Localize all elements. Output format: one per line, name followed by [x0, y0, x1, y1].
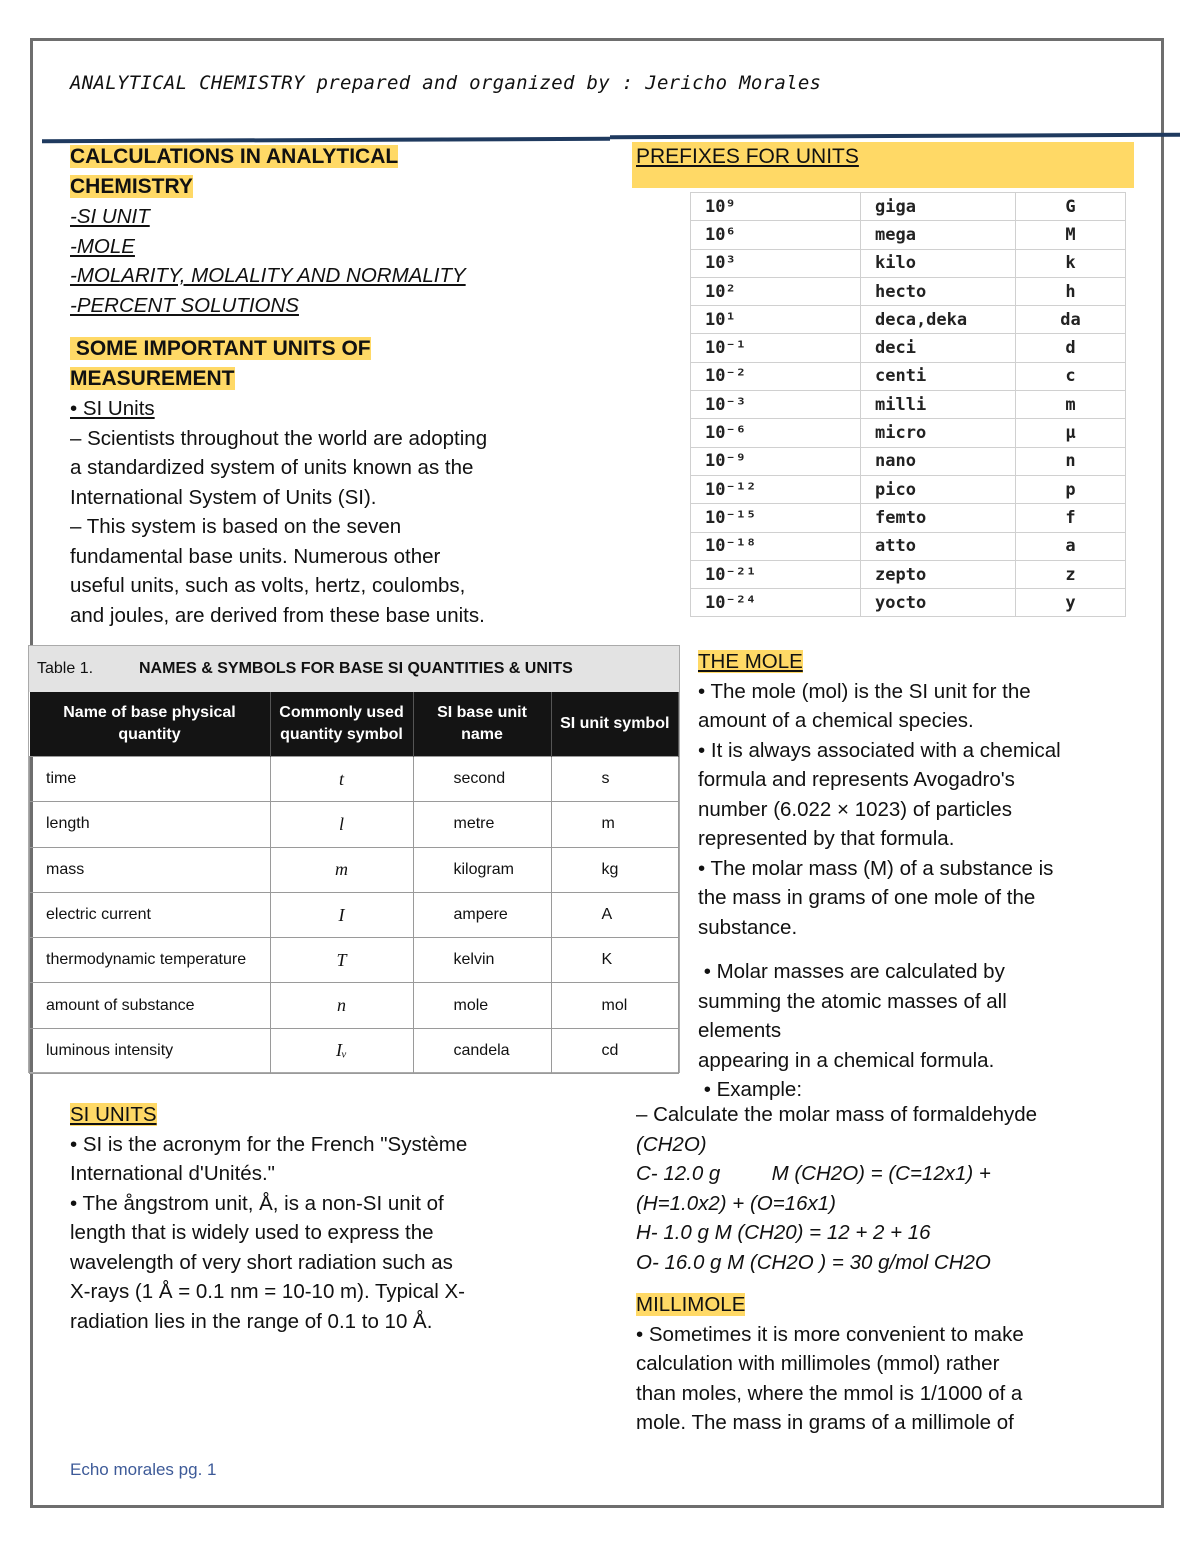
si-quantity-name: amount of substance	[30, 983, 271, 1028]
mole-line: formula and represents Avogadro's	[698, 768, 1015, 791]
col-header: SI base unit name	[413, 692, 551, 757]
mole-line: • Molar masses are calculated by	[698, 960, 1005, 983]
prefix-row	[691, 419, 1126, 447]
col-header: Commonly used quantity symbol	[270, 692, 413, 757]
prefix-power: 10³	[691, 249, 861, 277]
prefix-power: 10⁹	[691, 193, 861, 221]
prefix-power: 10⁻¹²	[691, 475, 861, 503]
si-base-table-box	[28, 645, 680, 1073]
millimole-line: • Sometimes it is more convenient to make	[636, 1322, 1024, 1346]
si-unit-name: candela	[413, 1028, 551, 1073]
para-line: International System of Units (SI).	[70, 485, 377, 509]
left-top-column	[70, 142, 590, 630]
si-unit-name: ampere	[413, 892, 551, 937]
si-unit-name: kelvin	[413, 938, 551, 983]
mole-line: summing the atomic masses of all	[698, 989, 1007, 1013]
si-line: • The ångstrom unit, Å, is a non-SI unit of	[70, 1191, 444, 1215]
si-quantity-name: time	[30, 757, 271, 802]
prefix-name: femto	[861, 504, 1016, 532]
topic-link-si-unit[interactable]: -SI UNIT	[70, 205, 150, 228]
si-quantity-symbol: T	[270, 938, 413, 983]
prefix-power: 10⁻¹	[691, 334, 861, 362]
prefix-symbol: G	[1016, 193, 1126, 221]
page-footer: Echo morales pg. 1	[70, 1460, 217, 1479]
prefix-row	[691, 277, 1126, 305]
si-unit-name: kilogram	[413, 847, 551, 892]
prefix-power: 10⁻¹⁵	[691, 504, 861, 532]
si-quantity-symbol: t	[270, 757, 413, 802]
si-unit-name: metre	[413, 802, 551, 847]
example-line: – Calculate the molar mass of formaldehyde	[636, 1103, 1038, 1126]
prefix-symbol: n	[1016, 447, 1126, 475]
units-heading-2: MEASUREMENT	[70, 367, 235, 390]
si-unit-symbol: m	[551, 802, 679, 847]
si-row	[30, 892, 679, 937]
prefix-row	[691, 334, 1126, 362]
si-line: radiation lies in the range of 0.1 to 10 Å.	[70, 1309, 433, 1333]
prefix-symbol: μ	[1016, 419, 1126, 447]
prefix-symbol: h	[1016, 277, 1126, 305]
mole-line: • Example:	[698, 1078, 803, 1101]
si-units-section	[70, 1100, 610, 1336]
prefix-power: 10¹	[691, 306, 861, 334]
si-unit-symbol: kg	[551, 847, 679, 892]
units-heading-1: SOME IMPORTANT UNITS OF	[70, 337, 371, 360]
prefix-name: atto	[861, 532, 1016, 560]
example-line: C- 12.0 g M (CH2O) = (C=12x1) +	[636, 1162, 991, 1185]
prefix-symbol: p	[1016, 475, 1126, 503]
si-unit-symbol: A	[551, 892, 679, 937]
si-unit-symbol: K	[551, 938, 679, 983]
si-quantity-name: length	[30, 802, 271, 847]
prefix-name: milli	[861, 391, 1016, 419]
para-line: useful units, such as volts, hertz, coulombs,	[70, 574, 466, 597]
example-line: O- 16.0 g M (CH2O ) = 30 g/mol CH2O	[636, 1250, 991, 1274]
si-line: X-rays (1 Å = 0.1 nm = 10-10 m). Typical X-	[70, 1280, 465, 1303]
mole-line: • The molar mass (M) of a substance is	[698, 856, 1054, 880]
prefix-name: centi	[861, 362, 1016, 390]
si-row	[30, 983, 679, 1028]
prefixes-heading: PREFIXES FOR UNITS	[636, 145, 859, 168]
table-title: NAMES & SYMBOLS FOR BASE SI QUANTITIES & UNITS	[139, 660, 573, 677]
prefix-power: 10⁻⁹	[691, 447, 861, 475]
prefix-row	[691, 589, 1126, 617]
prefix-row	[691, 193, 1126, 221]
prefix-symbol: k	[1016, 249, 1126, 277]
prefix-row	[691, 560, 1126, 588]
si-unit-name: second	[413, 757, 551, 802]
prefix-row	[691, 475, 1126, 503]
prefix-power: 10⁶	[691, 221, 861, 249]
mole-line: represented by that formula.	[698, 827, 955, 850]
calc-heading-1: CALCULATIONS IN ANALYTICAL	[70, 145, 399, 168]
calc-heading-2: CHEMISTRY	[70, 175, 193, 198]
si-units-bullet: • SI Units	[70, 397, 155, 420]
si-quantity-name: thermodynamic temperature	[30, 938, 271, 983]
si-row	[30, 757, 679, 802]
si-line: International d'Unités."	[70, 1162, 275, 1185]
para-line: a standardized system of units known as the	[70, 456, 474, 479]
example-line: (H=1.0x2) + (O=16x1)	[636, 1191, 836, 1215]
example-line: H- 1.0 g M (CH20) = 12 + 2 + 16	[636, 1221, 931, 1244]
si-quantity-symbol: l	[270, 802, 413, 847]
prefix-symbol: M	[1016, 221, 1126, 249]
col-header: Name of base physical quantity	[30, 692, 271, 757]
prefix-symbol: d	[1016, 334, 1126, 362]
prefix-name: deci	[861, 334, 1016, 362]
si-unit-symbol: s	[551, 757, 679, 802]
si-unit-symbol: cd	[551, 1028, 679, 1073]
prefix-symbol: z	[1016, 560, 1126, 588]
si-quantity-symbol: Iᵥ	[270, 1028, 413, 1073]
prefix-power: 10⁻¹⁸	[691, 532, 861, 560]
prefix-table	[690, 192, 1126, 617]
prefix-row	[691, 391, 1126, 419]
page-header: ANALYTICAL CHEMISTRY prepared and organized by : Jericho Morales	[70, 72, 822, 94]
millimole-line: than moles, where the mmol is 1/1000 of a	[636, 1381, 1023, 1405]
millimole-line: mole. The mass in grams of a millimole of	[636, 1411, 1014, 1434]
example-section	[636, 1100, 1156, 1277]
topic-link-mole[interactable]: -MOLE	[70, 234, 135, 258]
mole-line: • The mole (mol) is the SI unit for the	[698, 679, 1031, 703]
si-unit-name: mole	[413, 983, 551, 1028]
prefix-row	[691, 504, 1126, 532]
si-table-caption	[29, 646, 679, 692]
prefix-name: yocto	[861, 589, 1016, 617]
prefix-row	[691, 532, 1126, 560]
prefix-name: nano	[861, 447, 1016, 475]
si-quantity-symbol: I	[270, 892, 413, 937]
si-units-heading: SI UNITS	[70, 1103, 157, 1126]
si-unit-symbol: mol	[551, 983, 679, 1028]
prefix-symbol: c	[1016, 362, 1126, 390]
prefix-name: zepto	[861, 560, 1016, 588]
si-line: • SI is the acronym for the French "Système	[70, 1132, 468, 1156]
si-row	[30, 938, 679, 983]
para-line: fundamental base units. Numerous other	[70, 544, 441, 568]
mole-line: appearing in a chemical formula.	[698, 1048, 995, 1072]
prefix-power: 10²	[691, 277, 861, 305]
si-base-table	[29, 692, 679, 1074]
prefix-name: mega	[861, 221, 1016, 249]
si-quantity-name: mass	[30, 847, 271, 892]
si-row	[30, 847, 679, 892]
topic-link-molarity[interactable]: -MOLARITY, MOLALITY AND NORMALITY	[70, 264, 466, 287]
prefix-row	[691, 221, 1126, 249]
prefix-row	[691, 249, 1126, 277]
prefix-power: 10⁻⁶	[691, 419, 861, 447]
prefix-row	[691, 306, 1126, 334]
topic-link-percent[interactable]: -PERCENT SOLUTIONS	[70, 293, 299, 317]
prefix-name: giga	[861, 193, 1016, 221]
mole-line: amount of a chemical species.	[698, 709, 974, 732]
mole-line: the mass in grams of one mole of the	[698, 886, 1036, 909]
si-quantity-symbol: n	[270, 983, 413, 1028]
prefix-name: kilo	[861, 249, 1016, 277]
para-line: – Scientists throughout the world are adopting	[70, 426, 488, 450]
mole-line: elements	[698, 1019, 782, 1042]
prefix-symbol: da	[1016, 306, 1126, 334]
prefix-power: 10⁻³	[691, 391, 861, 419]
mole-line: • It is always associated with a chemical	[698, 738, 1061, 762]
millimole-line: calculation with millimoles (mmol) rather	[636, 1352, 1000, 1375]
si-line: length that is widely used to express the	[70, 1221, 434, 1244]
prefix-name: pico	[861, 475, 1016, 503]
col-header: SI unit symbol	[551, 692, 679, 757]
prefix-row	[691, 362, 1126, 390]
prefix-symbol: f	[1016, 504, 1126, 532]
table-number: Table 1.	[37, 660, 94, 677]
si-quantity-name: electric current	[30, 892, 271, 937]
prefix-name: deca,deka	[861, 306, 1016, 334]
millimole-heading: MILLIMOLE	[636, 1293, 746, 1316]
prefix-power: 10⁻²¹	[691, 560, 861, 588]
mole-line: number (6.022 × 1023) of particles	[698, 797, 1012, 821]
prefix-power: 10⁻²⁴	[691, 589, 861, 617]
si-line: wavelength of very short radiation such as	[70, 1250, 453, 1274]
prefix-power: 10⁻²	[691, 362, 861, 390]
si-row	[30, 1028, 679, 1073]
prefix-symbol: m	[1016, 391, 1126, 419]
si-quantity-symbol: m	[270, 847, 413, 892]
para-line: – This system is based on the seven	[70, 515, 402, 538]
mole-section	[698, 647, 1138, 1105]
prefix-symbol: y	[1016, 589, 1126, 617]
mole-heading: THE MOLE	[698, 650, 803, 673]
prefix-name: micro	[861, 419, 1016, 447]
prefix-name: hecto	[861, 277, 1016, 305]
example-line: (CH2O)	[636, 1132, 707, 1156]
si-row	[30, 802, 679, 847]
mole-line: substance.	[698, 915, 798, 939]
para-line: and joules, are derived from these base units.	[70, 603, 485, 627]
prefix-symbol: a	[1016, 532, 1126, 560]
millimole-section	[636, 1290, 1156, 1438]
prefix-row	[691, 447, 1126, 475]
si-quantity-name: luminous intensity	[30, 1028, 271, 1073]
